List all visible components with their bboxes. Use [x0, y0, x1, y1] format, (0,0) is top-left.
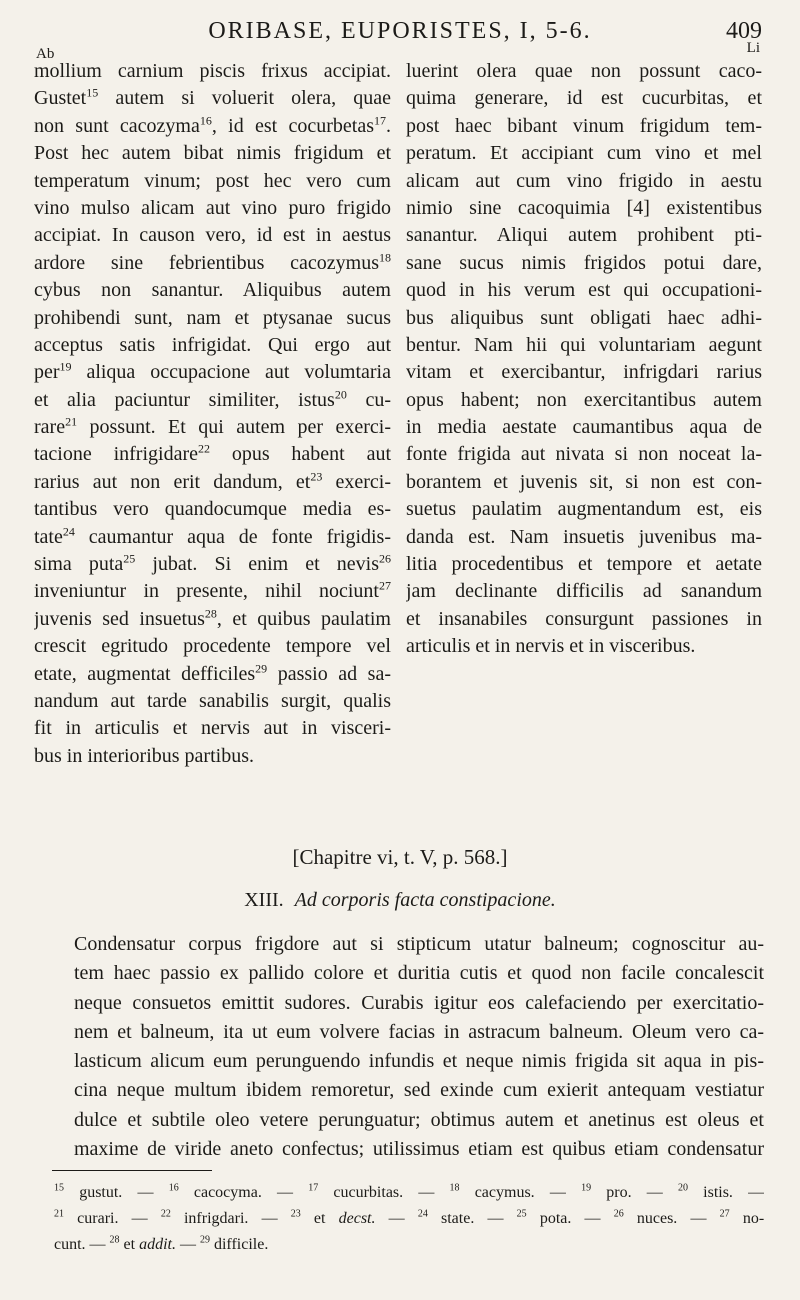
- right-column-line: peratum. Et accipiant cum vino et mel: [406, 142, 762, 165]
- footnote-line: $^{21}$ curari. — $^{22}$ infrigdari. — $^{23}$ et decst. — $^{24}$ state. — $^{25}$ pota. — $^{26}$ nuces. — $^{27}$ no-: [54, 1208, 764, 1227]
- page-number: 409: [726, 18, 762, 44]
- right-column-line: jam declinante difficilis ad sanandum: [406, 580, 762, 603]
- right-column-line: et insanabiles consurgunt passiones in: [406, 607, 762, 630]
- footnote-text: cucurbitas.: [333, 1184, 404, 1201]
- footnote-text: cacymus.: [474, 1184, 535, 1201]
- footnote-marker: 27: [719, 1208, 730, 1220]
- footnote-text: state.: [441, 1210, 475, 1227]
- footnote-text: et: [123, 1236, 136, 1253]
- footnote-text: infrigdari.: [183, 1210, 249, 1227]
- left-column-line: et alia paciuntur similiter, istus$^{20}$ cu-: [34, 387, 391, 411]
- footnote-item: [161, 1210, 249, 1227]
- right-column-line: in media aestate caumantibus aqua de: [406, 416, 762, 439]
- footnote-text: istis.: [703, 1184, 733, 1201]
- body-line: Condensatur corpus frigdore aut si stipticum utatur balneum; cognoscitur au-: [74, 933, 764, 955]
- body-line: dulce et subtile oleo vetere perunguatur; obtimus autem et anetinus est oleus et: [74, 1108, 764, 1131]
- left-column-line: rare$^{21}$ possunt. Et qui autem per exerci-: [34, 414, 391, 439]
- left-column-line: prohibendi sunt, nam et ptysanae sucus: [34, 306, 391, 329]
- footnote-item: [291, 1210, 376, 1227]
- left-column-line: tate$^{24}$ caumantur aqua de fonte frigidis-: [34, 523, 391, 548]
- right-column-line: quod in his verum est qui occupationi-: [406, 279, 762, 302]
- footnote-item: [720, 1210, 764, 1227]
- footnote-text: cunt.: [54, 1236, 86, 1253]
- left-column-line: juvenis sed insuetus$^{28}$, et quibus paulatim: [34, 606, 391, 630]
- left-column-line: inveniuntur in presente, nihil nociunt$^{27}$: [34, 578, 391, 603]
- body-line: nem et balneum, ita ut eum volvere facias in astracum balneum. Oleum vero ca-: [74, 1020, 764, 1043]
- footnote-item: [418, 1210, 475, 1227]
- footnote-marker: 19: [581, 1182, 592, 1194]
- footnote-text: gustut.: [79, 1184, 123, 1201]
- left-column-line: sima puta$^{25}$ jubat. Si enim et nevis$^{26}$: [34, 551, 391, 576]
- margin-siglum-right: Li: [746, 40, 760, 56]
- footnote-italic-note: addit.: [139, 1236, 176, 1253]
- footnote-marker: 25: [516, 1208, 527, 1220]
- left-column-line: Post hec autem bibat nimis frigidum et: [34, 142, 391, 165]
- footnote-item: [54, 1184, 122, 1201]
- footnote-italic-note: decst.: [338, 1210, 376, 1227]
- footnote-item: [678, 1184, 733, 1201]
- body-line: lasticum alicum eum perunguendo infundis et neque nimis frigida sit aqua in pis-: [74, 1050, 764, 1073]
- left-column-line: rarius aut non erit dandum, $et^{23}$ exerci-: [34, 469, 391, 493]
- right-column-line: articulis et in nervis et in visceribus.: [406, 635, 696, 658]
- left-column-line: tantibus vero quandocumque media es-: [34, 498, 391, 521]
- footnote-line: cunt. — $^{28}$ et addit. — $^{29}$ difficile.: [54, 1234, 269, 1253]
- margin-siglum-left: Ab: [36, 46, 55, 62]
- left-column-line: tacione infrigidare$^{22}$ opus habent aut: [34, 441, 391, 466]
- left-column-line: cybus non sanantur. Aliquibus autem: [34, 279, 391, 302]
- right-column-line: sanantur. Aliqui autem prohibent pti-: [406, 224, 762, 247]
- section-title: Ad corporis facta constipacione.: [294, 889, 556, 911]
- footnote-text: no-: [742, 1210, 764, 1227]
- left-column-line: temperatum vinum; post hec vero cum: [34, 169, 391, 192]
- left-column-line: nandum aut tarde sanabilis surgit, qualis: [34, 689, 391, 712]
- footnote-marker: 18: [449, 1182, 460, 1194]
- footnote-text: et: [313, 1210, 326, 1227]
- footnotes: [54, 1180, 764, 1258]
- left-column-line: mollium carnium piscis frixus accipiat.: [34, 60, 391, 82]
- footnote-item: [614, 1210, 678, 1227]
- left-column-line: crescit egritudo procedente tempore vel: [34, 635, 391, 658]
- footnote-item: [581, 1184, 632, 1201]
- left-column-line: per$^{19}$ aliqua occupacione aut volumtaria: [34, 359, 391, 384]
- footnote-rule: [52, 1170, 212, 1171]
- left-column-line: etate, augmentat defficiles$^{29}$ passio ad sa-: [34, 660, 391, 685]
- section-number: XIII.: [244, 889, 284, 911]
- footnote-item: [54, 1236, 86, 1253]
- right-column-line: litia procedentibus et tempore et aetate: [406, 553, 762, 576]
- footnote-text: pro.: [606, 1184, 632, 1201]
- footnote-text: nuces.: [636, 1210, 678, 1227]
- footnote-marker: 15: [54, 1182, 64, 1194]
- footnote-marker: 24: [417, 1208, 428, 1220]
- right-column-line: bus aliquibus sunt obligati haec adhi-: [406, 306, 762, 329]
- body-line: tem haec passio ex pallido colore et duritia cutis et quod non facile concalescit: [74, 962, 764, 985]
- body-line: cina neque multum ibidem remoretur, sed exinde cum exierit antequam vestiatur: [74, 1079, 764, 1102]
- footnote-item: [110, 1236, 176, 1253]
- left-column-line: bus in interioribus partibus.: [34, 744, 254, 767]
- right-column-line: opus habent; non exercitantibus autem: [406, 388, 762, 411]
- footnote-item: [517, 1210, 572, 1227]
- footnote-marker: 28: [109, 1234, 120, 1246]
- footnote-marker: 21: [54, 1208, 64, 1220]
- right-column-line: nimio sine cacoquimia [4] existentibus: [406, 196, 762, 219]
- left-column-line: ardore sine febrientibus cacozymus$^{18}$: [34, 250, 391, 274]
- right-column-line: alicam aut cum vino frigido in aestu: [406, 169, 762, 192]
- right-column-line: borantem et juvenis sit, si non est con-: [406, 470, 762, 493]
- footnote-item: [169, 1184, 262, 1201]
- right-column-line: luerint olera quae non possunt caco-: [406, 60, 762, 82]
- footnote-item: [450, 1184, 535, 1201]
- running-title: ORIBASE, EUPORISTES, I, 5-6.: [208, 18, 592, 44]
- left-column-line: vino mulso alicam aut vino puro frigido: [34, 196, 391, 219]
- footnote-marker: 26: [613, 1208, 624, 1220]
- left-column-line: Gustet$^{15}$ autem si voluerit olera, quae: [34, 85, 391, 110]
- section-body-text: [74, 930, 764, 1164]
- left-column-line: non sunt cacozyma$^{16}$, id est cocurbetas$^{17}$.: [34, 113, 391, 137]
- right-column-line: bentur. Nam hii qui voluntariam aegunt: [406, 333, 762, 356]
- footnote-text: curari.: [77, 1210, 119, 1227]
- body-line: maxime de viride aneto confectus; utilissimus etiam est quibus etiam condensatur: [74, 1138, 764, 1161]
- section-heading: [0, 889, 800, 912]
- footnote-item: [308, 1184, 403, 1201]
- footnote-marker: 17: [308, 1182, 319, 1194]
- right-column-line: fonte frigida aut nivata si non noceat la-: [406, 443, 762, 466]
- footnote-text: difficile.: [213, 1236, 269, 1253]
- footnote-line: $^{15}$ gustut. — $^{16}$ cacocyma. — $^{17}$ cucurbitas. — $^{18}$ cacymus. — $^{19}$ pro. — $^{20}$ istis. —: [54, 1182, 764, 1201]
- chapter-reference: [Chapitre vi, t. V, p. 568.]: [292, 845, 508, 869]
- left-column-line: accipiat. In causon vero, id est in aestus: [34, 224, 391, 247]
- footnote-marker: 20: [677, 1182, 688, 1194]
- footnote-marker: 22: [160, 1208, 171, 1220]
- right-column-line: vitam et exercibantur, infrigdari rarius: [406, 361, 762, 384]
- footnote-item: [200, 1236, 268, 1253]
- left-column-line: acceptus satis infrigidat. Qui ergo aut: [34, 333, 391, 356]
- footnote-marker: 23: [290, 1208, 301, 1220]
- footnote-marker: 16: [168, 1182, 179, 1194]
- right-column-line: quima generare, id est cucurbitas, et: [406, 87, 762, 110]
- body-line: neque consuetos emittit sudores. Curabis igitur eos calefaciendo per exercitatio-: [74, 991, 764, 1014]
- right-column-text: [406, 58, 762, 661]
- right-column-line: post haec bibant vinum frigidum tem-: [406, 114, 762, 137]
- left-column-text: [34, 58, 391, 770]
- right-column-line: danda est. Nam insuetis juvenibus ma-: [406, 525, 762, 548]
- page-header: [0, 14, 800, 50]
- right-column-line: suetus paulatim augmentandum est, eis: [406, 498, 762, 521]
- footnote-text: cacocyma.: [193, 1184, 262, 1201]
- footnote-marker: 29: [199, 1234, 210, 1246]
- right-column-line: sane sucus nimis frigidos potui dare,: [406, 251, 762, 274]
- left-column-line: fit in articulis et nervis aut in visceri-: [34, 717, 391, 740]
- footnote-text: pota.: [539, 1210, 572, 1227]
- footnote-item: [54, 1210, 118, 1227]
